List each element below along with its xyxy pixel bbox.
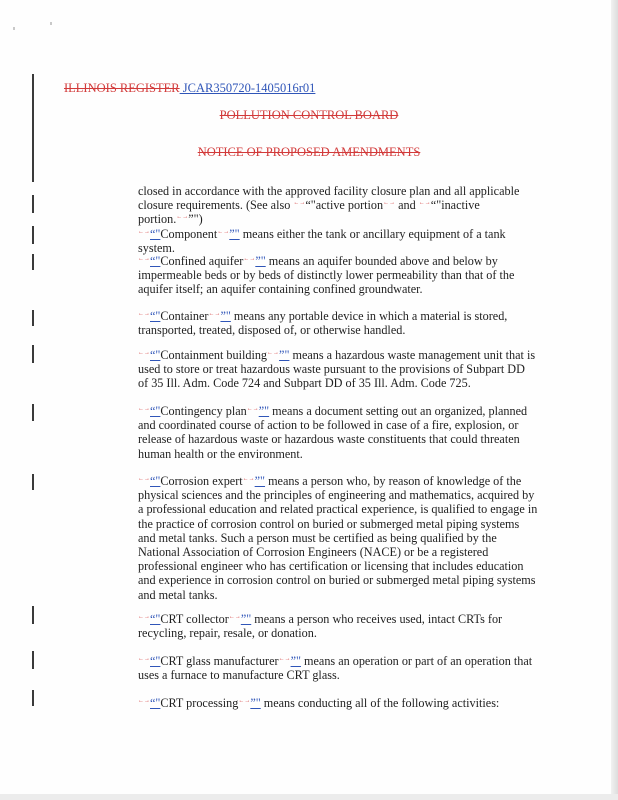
quote-close: ”" [229,227,240,241]
definition-text: means an aquifer bounded above and below by impermeable beds or by beds of distinctly lower permeability than that of the aquifer itself; an aquifer containing confined groundwater. [138,254,515,297]
definition-confined-aquifer [138,254,538,297]
change-marker: ←→ [383,200,396,207]
paragraph-text: ) [198,212,203,227]
quote-open: “" [150,654,161,668]
change-marker: ←→ [138,349,150,356]
defined-term: Component [160,227,218,241]
change-bar [32,74,34,182]
scan-speck [13,27,15,30]
definition-crt-glass-manufacturer [138,654,538,682]
quote-open: “" [150,227,161,241]
change-marker: ←→ [138,228,150,235]
paragraph-text: closed in accordance with the approved facility closure plan and all applicable closure requirements. (See also [138,184,520,213]
defined-term: CRT processing [160,696,239,710]
quote-close: ”" [188,212,199,227]
defined-term: CRT glass manufacturer [160,654,279,668]
quote-open: “" [150,474,161,488]
scan-speck [50,22,52,25]
definition-text: means either the tank or ancillary equipment of a tank system. [138,227,506,256]
change-bar [32,254,34,270]
change-bar [32,226,34,244]
change-bar [32,474,34,490]
quote-open: “" [150,612,161,626]
change-marker: ←→ [138,613,150,620]
change-marker: ←→ [293,200,306,207]
definition-text: means a hazardous waste management unit that is used to store or treat hazardous waste pursuant to the provisions of Subpart DD of 35 Ill. Adm. Code 724 and Subpart DD of 35 Ill. Adm. Code 725. [138,348,536,391]
definition-component [138,227,538,255]
board-title: POLLUTION CONTROL BOARD [219,108,399,122]
change-bar [32,606,34,624]
defined-term: Contingency plan [160,404,247,418]
change-marker: ←→ [138,405,150,412]
quote-open: “" [150,696,161,710]
page-edge-bottom [0,794,618,800]
register-deleted-text: ILLINOIS REGISTER [64,81,180,95]
quote-open: “" [150,404,161,418]
change-marker: ←→ [138,655,150,662]
quote-close: ”" [254,474,266,488]
quote-close: ”" [240,612,252,626]
quote-close: ”" [250,696,261,710]
term-active-portion: active portion [315,198,384,213]
definition-corrosion-expert [138,474,538,602]
defined-term: Containment building [160,348,268,362]
change-marker: ←→ [228,613,241,620]
change-marker: ←→ [246,405,259,412]
change-marker: ←→ [242,475,255,482]
defined-term: Confined aquifer [160,254,244,268]
change-bar [32,404,34,421]
definition-text: means any portable device in which a material is stored, transported, treated, disposed of, or otherwise handled. [138,309,508,338]
quote-close: ”" [258,404,270,418]
definition-text: means a document setting out an organized, planned and coordinated course of action to be followed in case of a fire, explosion, or release of hazardous waste or hazardous waste constituents that could threaten human health or the environment. [138,404,528,461]
notice-title: NOTICE OF PROPOSED AMENDMENTS [197,145,421,159]
quote-close: ”" [290,654,301,668]
definition-crt-collector [138,612,538,640]
definition-text: means an operation or part of an operation that uses a furnace to manufacture CRT glass. [138,654,533,683]
register-header [64,81,315,95]
quote-open: “" [305,198,316,213]
definition-container [138,309,538,337]
defined-term: Corrosion expert [160,474,243,488]
defined-term: CRT collector [160,612,229,626]
change-marker: ←→ [138,475,150,482]
change-marker: ←→ [278,655,291,662]
definition-contingency-plan [138,404,538,461]
definition-text: means a person who receives used, intact CRTs for recycling, repair, resale, or donation. [138,612,503,641]
change-marker: ←→ [138,255,150,262]
term-inactive-portion: inactive portion. [138,198,480,227]
definition-crt-processing [138,696,538,710]
change-marker: ←→ [243,255,256,262]
change-marker: ←→ [176,214,189,221]
change-marker: ←→ [238,697,251,704]
definition-text: means conducting all of the following activities: [260,696,500,710]
change-marker: ←→ [138,697,150,704]
definition-text: means a person who, by reason of knowledge of the physical sciences and the principles of engineering and mathematics, acquired by a professional education and related practical experience, is qualified to engage in the practice of corrosion control on buried or submerged metal piping systems and metal tanks. Such a person must be certified as being qualified by the National Association of Corrosion Engineers (NACE) or be a registered professional engineer who has certification or licensing that includes education and experience in corrosion control on buried or submerged metal piping systems and metal tanks. [138,474,538,602]
quote-open: “" [150,348,161,362]
change-bar [32,345,34,363]
change-bar [32,310,34,326]
quote-open: “" [430,198,442,213]
change-bar [32,195,34,213]
change-marker: ←→ [418,200,431,207]
change-marker: ←→ [138,310,150,317]
definition-containment-building [138,348,538,391]
change-bar [32,651,34,669]
quote-close: ”" [255,254,266,268]
change-bar [32,690,34,706]
change-marker: ←→ [217,228,230,235]
quote-close: ”" [220,309,231,323]
change-marker: ←→ [208,310,221,317]
paragraph-closed [138,184,538,227]
defined-term: Container [160,309,209,323]
register-inserted-text: JCAR350720-1405016r01 [179,81,316,95]
change-marker: ←→ [267,349,280,356]
quote-open: “" [150,254,161,268]
paragraph-text: and [395,198,419,213]
quote-open: “" [150,309,161,323]
quote-close: ”" [279,348,290,362]
